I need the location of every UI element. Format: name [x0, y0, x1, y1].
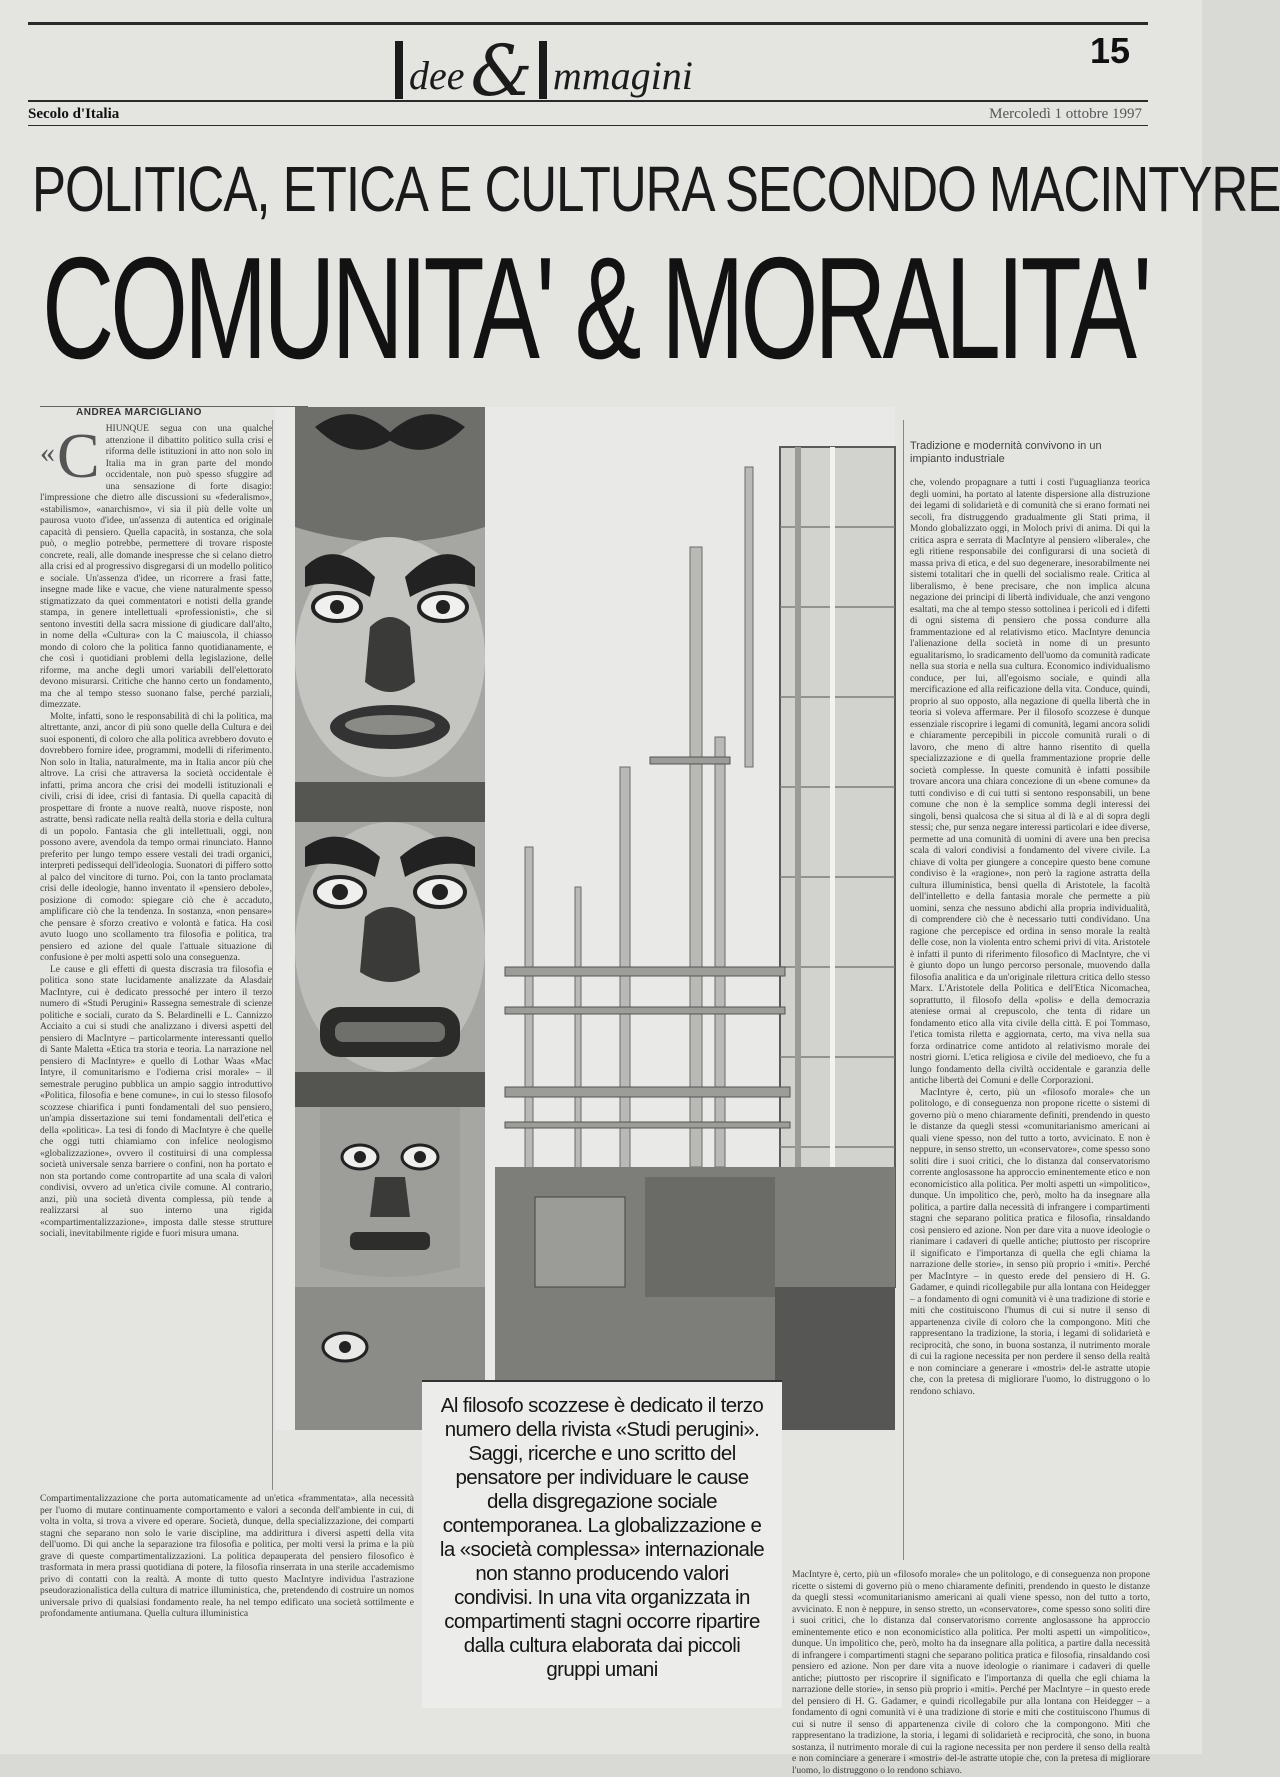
pull-quote: Al filosofo scozzese è dedicato il terzo numero della rivista «Studi perugini». Saggi, ricerche e uno scritto del pensatore per individuare le cause della disgregazione sociale contemporanea. La globalizzazione e la «società complessa» internazionale non stanno producendo valori condivisi. In una vita organizzata in compartimenti stagni occorre ripartire dalla cultura elaborata dai piccoli gruppi umani	[439, 1394, 765, 1681]
article-headline: COMUNITA' & MORALITA'	[42, 227, 1149, 390]
drop-cap: C	[57, 420, 100, 491]
masthead-top-rule	[28, 22, 1148, 25]
column-divider	[272, 420, 273, 1490]
pull-quote-box	[422, 1380, 782, 1708]
article-kicker: POLITICA, ETICA E CULTURA SECONDO MACINTYRE	[32, 153, 1280, 225]
issue-date: Mercoledì 1 ottobre 1997	[989, 106, 1142, 122]
article-photo	[275, 407, 895, 1430]
article-bottom-right-text	[792, 1570, 1150, 1776]
page-number: 15	[1090, 30, 1131, 71]
paragraph: Molte, infatti, sono le responsabilità di chi la politica, ma altrettante, anzi, ancor di più sono quelle della Cultura e dei suoi esponenti, di coloro che alla politica avrebbero dovuto e dovrebbero fornire idee, programmi, modelli di riferimento. Non solo in Italia, naturalmente, ma in Italia ancor più che altrove. La crisi che attraversa la società occidentale è infatti, prima ancora che crisi dei modelli istituzionali e civili, crisi di idee, crisi di fantasia. Di quella capacità di prospettare di fronte a nuove realtà, nuove risposte, non astratte, bensì radicate nella realtà della storia e della cultura di un popolo. Fantasia che gli intellettuali, oggi, non possono avere, avendola da tempo ormai rinunciato. Hanno preferito per lungo tempo essere vestali dei tradi organici, interpreti pedissequi dell'ideologia. Suonatori di piffero sotto al palco del vincitore di turno. Poi, con la tanto proclamata crisi delle ideologie, hanno inventato il «pensiero debole», posizione di comodo: spiegare ciò che è accaduto, amplificare ciò che la tendenza. In sostanza, «non pensare» che pensare è sforzo creativo e volontà e fatica. Ha così avuto luogo uno scollamento tra filosofia e politica, tra pensiero ed azione del quale l'attuale situazione di confusione è per molti aspetti solo una conseguenza.	[40, 711, 272, 963]
paragraph: MacIntyre è, certo, più un «filosofo morale» che un politologo, e di conseguenza non propone ricette o sistemi di governo più o meno chiaramente definiti, prendendo in questo le distanze da quegli stessi «comunitarianismo americani ai quali viene spesso, non del tutto a torto, avvicinato. E non è neppure, in senso stretto, un «conservatore», come spesso sono soliti dire i suoi critici, che lo distanza dal conservatorismo corrente anglosassone ha approccio eminentemente etico e non economicistico alla politica. Per molti aspetti un «impolitico», dunque. Un impolitico che, però, molto ha da insegnare alla politica, a partire dalla necessità di infrangere i compartimenti stagni che separano politica pratica e filosofia, rinsaldando così pensiero ed azione. Non per dare vita a nuove ideologie o rianimare i cadaveri di quelle antiche; piuttosto per riscoprire il significato e l'importanza di quella che egli chiama la narrazione delle storie», in senso più proprio i «miti». Perché per MacIntyre – in questo erede del pensiero di H. G. Gadamer, e quindi ricollegabile pur alla lontana con Heidegger – a fondamento di ogni comunità vi è una tradizione di storie e miti che costituiscono l'humus di cui si nutre il senso di appartenenza civile di coloro che la compongono. Miti che rappresentano la tradizione, la storia, i legami di solidarietà e reciprocità, che sono, in buona sostanza, il nutrimento morale di cui la ragione necessita per non perdere il senso della realtà e non cominciare a generare i «mostri» del-le astratte utopie che, con la pretesa di migliorare l'uomo, lo distruggono o lo rendono schiavo.	[792, 1570, 1150, 1776]
section-initial-bar-2	[539, 41, 547, 99]
photo-caption: Tradizione e modernità convivono in un impianto industriale	[910, 440, 1102, 465]
section-title-ampersand: &	[470, 30, 533, 112]
article-column-right	[910, 478, 1150, 1566]
byline: ANDREA MARCIGLIANO	[40, 406, 308, 418]
paragraph: Le cause e gli effetti di questa discrasia tra filosofia e politica sono state lucidamente analizzate da Alasdair MacIntyre, cui è dedicato pressoché per intero il terzo numero di «Studi Perugini» Rassegna semestrale di scienze politiche e sociali, curato da S. Belardinelli e L. Cannizzo Acciaito a cui si studi che analizzano i diversi aspetti del pensiero di MacIntyre – particolarmente interessanti quello di Sante Maletta «Etica tra storia e teoria. La narrazione nel pensiero di MacIntyre» e quello di Lothar Waas «Mac Intyre, il comunitarismo e l'odierna crisi morale» – il semestrale perugino pubblica un ampio saggio introduttivo «Politica, filosofia e bene comune», in cui lo stesso filosofo scozzese chiarifica i punti fondamentali del suo pensiero, un'ampia dissertazione sui temi fondamentali dell'etica e della «politica». La tesi di fondo di MacIntyre è che quelle che oggi tutti chiamiamo con infelice neologismo «globalizzazione», ovvero il costituirsi di una complessa società universale senza barriere o confini, non ha portato e non sta portando come contropartite ad una scala di valori condivisi, ovvero ad un'etica civile comune. Al contrario, anzi, più una società diventa complessa, più tende a realizzarsi al suo interno una rigida «compartimentalizzazione», imposta dalle stesse strutture sociali, inevitabilmente rigide e fuori misura umana.	[40, 964, 272, 1239]
column-divider	[903, 420, 904, 1560]
section-initial-bar	[395, 41, 403, 99]
section-title-left: dee	[409, 53, 465, 98]
section-title	[395, 30, 795, 112]
paragraph: HIUNQUE segua con una qualche attenzione il dibattito politico sulla crisi e riforma delle istituzioni in atto non solo in Italia ma in gran parte del mondo occidentale, non può spesso sfuggire ad una sensazione di forte disagio: l'impressione che dietro alle discussioni su «federalismo», «stabilismo», «anarchismo», vi sia il più delle volte un paurosa vuoto d'idee, un'assenza di autentica ed originale capacità di pensiero. Quella capacità, in sostanza, che sola può, o meglio potrebbe, permettere di trovare risposte concrete, reali, alle domande inespresse che si celano dietro alla crisi ed al progressivo disgregarsi di un modello politico e sociale. Un'assenza d'idee, un ricorrere a frasi fatte, insegne made like e vacue, che viene naturalmente spesso stigmatizzato da quei commentatori e notisti della grande stampa, in genere intellettuali «professionisti», che si sentono investiti della sacra missione di giudicare dall'alto, in nome della «Cultura» con la C maiuscola, il chiasso mondo di coloro che la politica fanno quotidianamente, e che così i quotidiani problemi della legislazione, delle riforme, ma anche degli umori variabili dell'elettorato devono misurarsi. Critiche che hanno certo un fondamento, ma che al tempo stesso suonano false, perché parziali, dimezzate.	[40, 424, 272, 710]
masthead-thin-rule	[28, 125, 1148, 126]
paragraph: che, volendo propagnare a tutti i costi l'uguaglianza teorica degli uomini, ha portato al latente dispersione alla distruzione dei legami di solidarietà e di comunità che si erano formati nei secoli, fra distruggendo gradualmente gli Stati prima, il Mondo globalizzato oggi, in Moloch privi di anima. Di qui la critica aspra e serrata di MacIntyre al pensiero «liberale», che egli ritiene responsabile dei configurarsi di una società di massa priva di etica, e del suo degenerare, inesorabilmente nei sistemi totalitari che in quelli del socialismo reale. Critica al liberalismo, è bene precisare, che non implica alcuna negazione dei principi di libertà individuale, che anzi vengono esaltati, ma che al tempo stesso sottolinea i pericoli ed i difetti di ogni sistema di pensiero che possa condurre alla frammentazione ed al relativismo etico. MacIntyre denuncia l'alienazione della società in nome di un presunto egualitarismo, lo sradicamento dell'uomo da comunità radicate nella sua storia e nella sua cultura. Economico individualismo conduce, per lui, all'egoismo sociale, e quindi alla mercificazione ed alla reificazione della vita. Conduce, quindi, proprio al suo opposto, alla negazione di quella libertà che in teoria si voleva affermare. Per il filosofo scozzese è dunque essenziale riscoprire i legami di comunità, legami ancora solidi e chiaramente percepibili in piccole comunità rurali o di lavoro, che meno di altre hanno risentito di quella specializzazione e di quella frammentazione proprie delle società complesse. In queste comunità è infatti possibile trovare ancora una chiara concezione di un «bene comune» da tutti condiviso e di cui tutti si sentono responsabili, un bene comune che non è la semplice somma degli interessi dei singoli, bensì qualcosa che si situa al di là e al di sopra degli stessi; che, pur senza negare interessi particolari e idee diverse, permette ad una comunità di uomini di avere una ben precisa scala di valori condivisi a fondamento del vivere civile. La chiave di volta per giungere a concepire questo bene comune condiviso è la «ragione», non però la ragione astratta della cultura illuministica, bensì quella di Aristotele, la facoltà dell'intelletto e della fantasia morale che permette a più uomini, senza che nessuno abdichi alla propria individualità, di comprendere ciò che è necessario tutti condividano. Una ragione che percepisce ed ordina in senso morale la realtà delle cose, non la violenta entro schemi privi di vita. Aristotele è infatti il punto di riferimento filosofico di MacIntyre, che vi è giunto dopo un lungo percorso personale, muovendo dalla filosofia analitica e da un'originale rilettura critica dello stesso Marx. L'Aristotele della Politica e dell'Etica Nicomachea, soprattutto, il filosofo della «polis» e della democrazia ateniese ormai al crepuscolo, che tenta di ridare un fondamento etico alla vita civile della città. E poi Tommaso, l'etica tomista riletta e aggiornata, certo, ma viva nella sua forza ordinatrice come antidoto al relativismo morale dei nostri giorni. L'etica religiosa e civile del medioevo, che fu a lungo fondamento della civiltà occidentale e garanzia delle antiche libertà dei Comuni e delle Corporazioni.	[910, 478, 1150, 1086]
section-title-right: mmagini	[552, 53, 693, 98]
paragraph: Compartimentalizzazione che porta automaticamente ad un'etica «frammentata», alla necessità per l'uomo di mutare continuamente comportamento e valori a seconda dell'ambiente in cui, di volta in volta, si trova a vivere ed operare. Società, dunque, della specializzazione, dei comparti stagni che separano non solo le varie discipline, ma addirittura i diversi aspetti della vita dell'uomo. Di qui anche la separazione tra filosofia e politica, per molti versi la prima e la più grave di queste compartimentalizzazioni. La politica depauperata del pensiero filosofico è trasformata in mera prassi quotidiana di potere, la filosofia rinserrata in una sterile accademismo privo di contatti con la realtà. A monte di tutto questo MacIntyre individua l'astrazione pseudorazionalistica della cultura di matrice illuministica, che, pretendendo di costruire un nomos universale privo di qualsiasi fondamento reale, ha nel tempo edificato una società sottilmente e profondamente antiumana. Quella cultura illuministica	[40, 1494, 414, 1619]
article-column-left	[40, 420, 272, 1490]
article-bottom-text	[40, 1494, 414, 1730]
totem-refinery-illustration	[275, 407, 895, 1430]
lead-quote-mark: «	[40, 436, 55, 469]
newspaper-name: Secolo d'Italia	[28, 106, 120, 122]
paragraph: MacIntyre è, certo, più un «filosofo morale» che un politologo, e di conseguenza non propone ricette o sistemi di governo più o meno chiaramente definiti, prendendo in questo le distanze da quegli stessi «comunitarianismo americani ai quali viene spesso, non del tutto a torto, avvicinato. E non è neppure, in senso stretto, un «conservatore», come spesso sono soliti dire i suoi critici, che lo distanza dal conservatorismo corrente anglosassone ha approccio eminentemente etico e non economicistico alla politica. Per molti aspetti un «impolitico», dunque. Un impolitico che, però, molto ha da insegnare alla politica, a partire dalla necessità di infrangere i compartimenti stagni che separano politica pratica e filosofia, rinsaldando così pensiero ed azione. Non per dare vita a nuove ideologie o rianimare i cadaveri di quelle antiche; piuttosto per riscoprire il significato e l'importanza di quella che egli chiama la narrazione delle storie», in senso più proprio i «miti». Perché per MacIntyre – in questo erede del pensiero di H. G. Gadamer, e quindi ricollegabile pur alla lontana con Heidegger – a fondamento di ogni comunità vi è una tradizione di storie e miti che costituiscono l'humus di cui si nutre il senso di appartenenza civile di coloro che la compongono. Miti che rappresentano la tradizione, la storia, i legami di solidarietà e reciprocità, che sono, in buona sostanza, il nutrimento morale di cui la ragione necessita per non perdere il senso della realtà e non cominciare a generare i «mostri» del-le astratte utopie che, con la pretesa di migliorare l'uomo, lo distruggono o lo rendono schiavo.	[910, 1087, 1150, 1397]
